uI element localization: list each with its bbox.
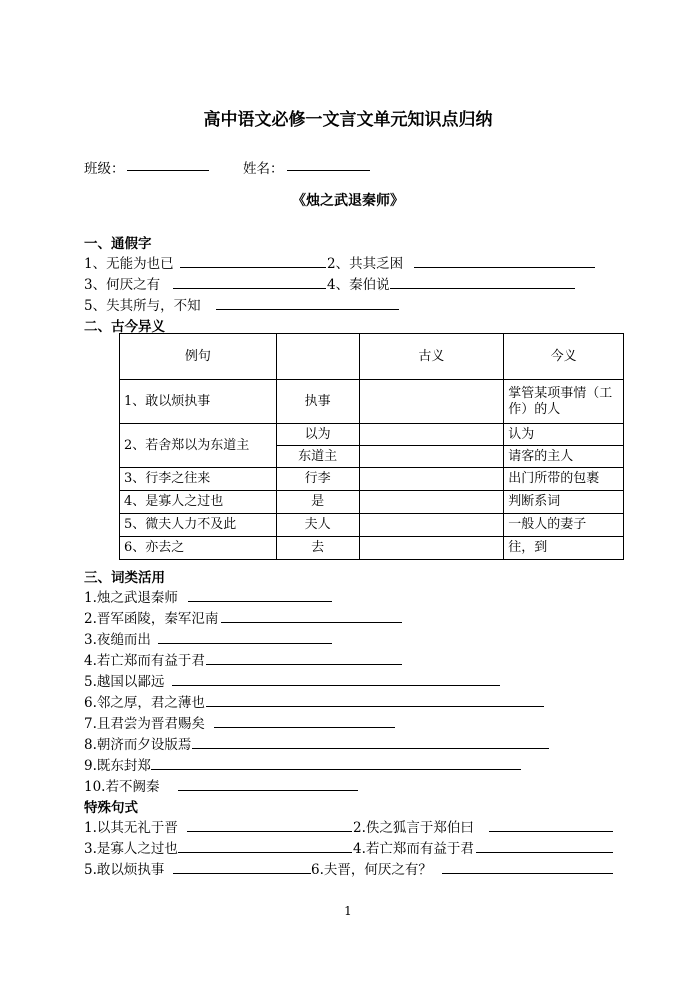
lesson-title: 《烛之武退秦师》: [292, 193, 404, 209]
answer-line[interactable]: [221, 622, 402, 623]
list-item: 5.越国以鄙远: [84, 674, 165, 690]
meaning-table: [119, 333, 624, 560]
answer-line[interactable]: [178, 790, 358, 791]
answer-line[interactable]: [173, 288, 326, 289]
table-cell: 3、行李之往来: [120, 468, 277, 491]
table-cell: 6、亦去之: [120, 537, 277, 560]
table-cell: 5、微夫人力不及此: [120, 514, 277, 537]
list-item: 2、共其乏困: [327, 256, 404, 272]
answer-cell[interactable]: [359, 424, 504, 446]
list-item: 4.若亡郑而有益于君: [84, 653, 205, 669]
table-cell: 行李: [276, 468, 359, 491]
section-heading: 二、古今异义: [84, 319, 165, 335]
table-cell: 判断系词: [504, 491, 624, 514]
table-cell: 掌管某项事情（工作）的人: [504, 380, 624, 424]
list-item: 2.佚之狐言于郑伯曰: [353, 820, 474, 836]
answer-line[interactable]: [173, 873, 311, 874]
section-heading: 三、词类活用: [84, 570, 165, 586]
table-header: 今义: [504, 334, 624, 380]
list-item: 4.若亡郑而有益于君: [353, 841, 474, 857]
table-row: [120, 537, 624, 560]
list-item: 1、无能为也已: [84, 256, 174, 272]
table-cell: 请客的主人: [504, 446, 624, 468]
answer-line[interactable]: [178, 852, 352, 853]
page-number: 1: [344, 904, 352, 918]
answer-line[interactable]: [188, 601, 332, 602]
answer-line[interactable]: [206, 664, 402, 665]
answer-line[interactable]: [442, 873, 613, 874]
table-header: [276, 334, 359, 380]
table-row: [120, 514, 624, 537]
list-item: 10.若不阙秦: [84, 779, 160, 795]
table-cell: 执事: [276, 380, 359, 424]
answer-line[interactable]: [151, 769, 521, 770]
answer-cell[interactable]: [359, 380, 504, 424]
answer-line[interactable]: [214, 727, 395, 728]
table-row: [120, 424, 624, 446]
table-cell: 一般人的妻子: [504, 514, 624, 537]
table-header: 古义: [359, 334, 504, 380]
table-cell: 东道主: [276, 446, 359, 468]
table-cell: 去: [276, 537, 359, 560]
list-item: 8.朝济而夕设版焉: [84, 737, 192, 753]
answer-cell[interactable]: [359, 514, 504, 537]
table-cell: 以为: [276, 424, 359, 446]
answer-cell[interactable]: [359, 491, 504, 514]
answer-line[interactable]: [216, 309, 399, 310]
table-row: [120, 380, 624, 424]
section-heading: 特殊句式: [84, 800, 138, 816]
answer-cell[interactable]: [359, 537, 504, 560]
answer-line[interactable]: [206, 706, 544, 707]
list-item: 5.敢以烦执事: [84, 862, 165, 878]
list-item: 3.是寡人之过也: [84, 841, 178, 857]
answer-line[interactable]: [187, 831, 352, 832]
table-cell: 是: [276, 491, 359, 514]
table-cell: 1、敢以烦执事: [120, 380, 277, 424]
table-cell: 夫人: [276, 514, 359, 537]
list-item: 3.夜缒而出: [84, 632, 151, 648]
name-label: 姓名：: [243, 161, 284, 177]
answer-line[interactable]: [489, 831, 613, 832]
table-cell: 认为: [504, 424, 624, 446]
answer-line[interactable]: [158, 643, 332, 644]
answer-line[interactable]: [476, 852, 613, 853]
class-field[interactable]: [127, 170, 209, 171]
answer-line[interactable]: [390, 288, 575, 289]
list-item: 1.以其无礼于晋: [84, 820, 178, 836]
list-item: 6.邻之厚，君之薄也: [84, 695, 205, 711]
answer-cell[interactable]: [359, 468, 504, 491]
section-heading: 一、通假字: [84, 236, 152, 252]
class-label: 班级：: [84, 161, 125, 177]
table-row: [120, 491, 624, 514]
list-item: 2.晋军函陵，秦军氾南: [84, 611, 219, 627]
answer-cell[interactable]: [359, 446, 504, 468]
list-item: 5、失其所与，不知: [84, 298, 201, 314]
table-cell: 4、是寡人之过也: [120, 491, 277, 514]
list-item: 4、秦伯说: [327, 277, 390, 293]
answer-line[interactable]: [180, 267, 326, 268]
list-item: 7.且君尝为晋君赐矣: [84, 716, 205, 732]
answer-line[interactable]: [172, 685, 500, 686]
list-item: 9.既东封郑: [84, 758, 151, 774]
answer-line[interactable]: [414, 267, 595, 268]
answer-line[interactable]: [192, 748, 549, 749]
table-header: 例句: [120, 334, 277, 380]
list-item: 6.夫晋，何厌之有？: [311, 862, 432, 878]
table-cell: 往，到: [504, 537, 624, 560]
page-title: 高中语文必修一文言文单元知识点归纳: [203, 110, 493, 130]
name-field[interactable]: [287, 170, 370, 171]
table-cell: 2、若舍郑以为东道主: [120, 424, 277, 468]
list-item: 1.烛之武退秦师: [84, 590, 178, 606]
table-row: [120, 468, 624, 491]
table-cell: 出门所带的包裹: [504, 468, 624, 491]
list-item: 3、何厌之有: [84, 277, 161, 293]
